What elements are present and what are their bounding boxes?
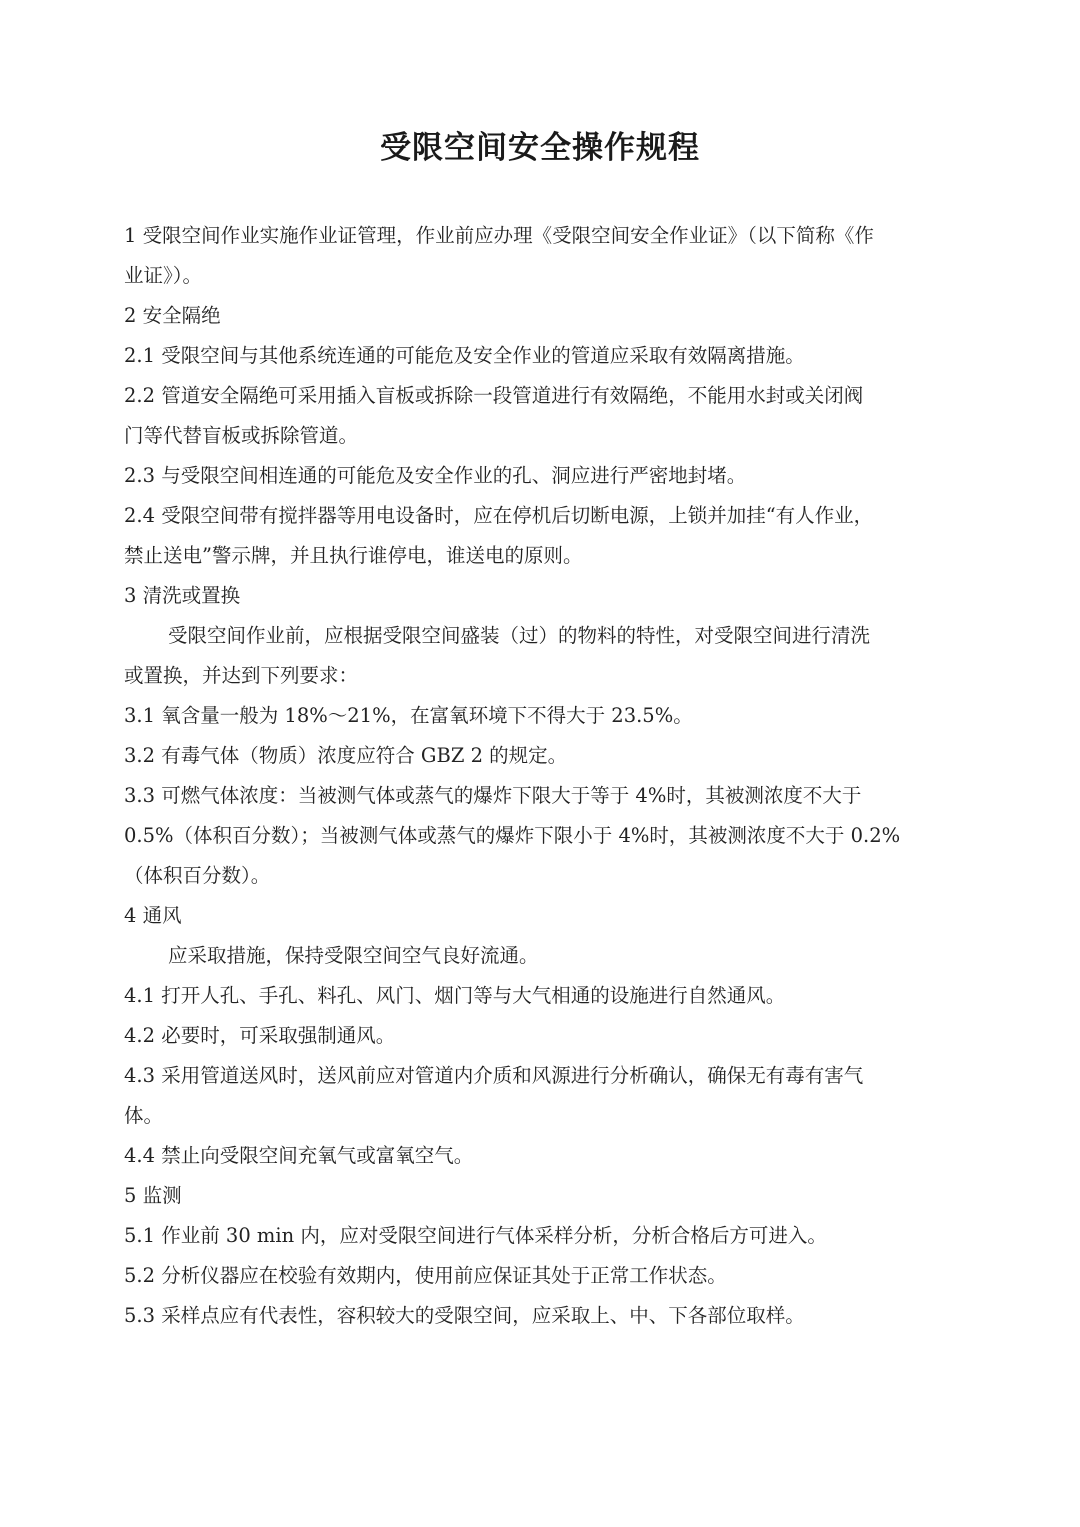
document-body bbox=[124, 216, 956, 1336]
text-line: 5.1 作业前 30 min 内，应对受限空间进行气体采样分析，分析合格后方可进入。 bbox=[124, 1224, 827, 1247]
text-line: 1 受限空间作业实施作业证管理，作业前应办理《受限空间安全作业证》（以下简称《作 bbox=[124, 224, 874, 247]
text-line: （体积百分数）。 bbox=[124, 864, 271, 887]
text-line: 或置换，并达到下列要求： bbox=[124, 664, 359, 687]
text-line: 2.1 受限空间与其他系统连通的可能危及安全作业的管道应采取有效隔离措施。 bbox=[124, 344, 805, 367]
text-line: 3.1 氧含量一般为 18%～21%，在富氧环境下不得大于 23.5%。 bbox=[124, 704, 693, 727]
text-line: 3 清洗或置换 bbox=[124, 584, 241, 607]
text-line: 5.2 分析仪器应在校验有效期内，使用前应保证其处于正常工作状态。 bbox=[124, 1264, 727, 1287]
text-line: 2.2 管道安全隔绝可采用插入盲板或拆除一段管道进行有效隔绝，不能用水封或关闭阀 bbox=[124, 384, 864, 407]
text-line: 门等代替盲板或拆除管道。 bbox=[124, 424, 359, 447]
text-line: 4.3 采用管道送风时，送风前应对管道内介质和风源进行分析确认，确保无有毒有害气 bbox=[124, 1064, 864, 1087]
text-line: 2 安全隔绝 bbox=[124, 304, 221, 327]
text-line: 业证》）。 bbox=[124, 264, 203, 287]
text-line: 体。 bbox=[124, 1104, 164, 1127]
text-line: 4.2 必要时，可采取强制通风。 bbox=[124, 1024, 396, 1047]
text-line: 受限空间作业前，应根据受限空间盛装（过）的物料的特性，对受限空间进行清洗 bbox=[168, 624, 871, 647]
text-line: 3.3 可燃气体浓度：当被测气体或蒸气的爆炸下限大于等于 4%时，其被测浓度不大于 bbox=[124, 784, 862, 807]
text-line: 禁止送电”警示牌，并且执行谁停电，谁送电的原则。 bbox=[124, 544, 583, 567]
text-line: 5.3 采样点应有代表性，容积较大的受限空间，应采取上、中、下各部位取样。 bbox=[124, 1304, 805, 1327]
text-line: 0.5%（体积百分数）；当被测气体或蒸气的爆炸下限小于 4%时，其被测浓度不大于 0.2% bbox=[124, 824, 901, 847]
text-line: 3.2 有毒气体（物质）浓度应符合 GBZ 2 的规定。 bbox=[124, 744, 568, 767]
text-line: 4.4 禁止向受限空间充氧气或富氧空气。 bbox=[124, 1144, 474, 1167]
text-line: 2.4 受限空间带有搅拌器等用电设备时，应在停机后切断电源，上锁并加挂“有人作业， bbox=[124, 504, 874, 527]
text-line: 4 通风 bbox=[124, 904, 182, 927]
text-line: 4.1 打开人孔、手孔、料孔、风门、烟门等与大气相通的设施进行自然通风。 bbox=[124, 984, 786, 1007]
document-title: 受限空间安全操作规程 bbox=[380, 130, 700, 166]
text-line: 5 监测 bbox=[124, 1184, 182, 1207]
text-line: 2.3 与受限空间相连通的可能危及安全作业的孔、洞应进行严密地封堵。 bbox=[124, 464, 747, 487]
text-line: 应采取措施，保持受限空间空气良好流通。 bbox=[168, 944, 539, 967]
